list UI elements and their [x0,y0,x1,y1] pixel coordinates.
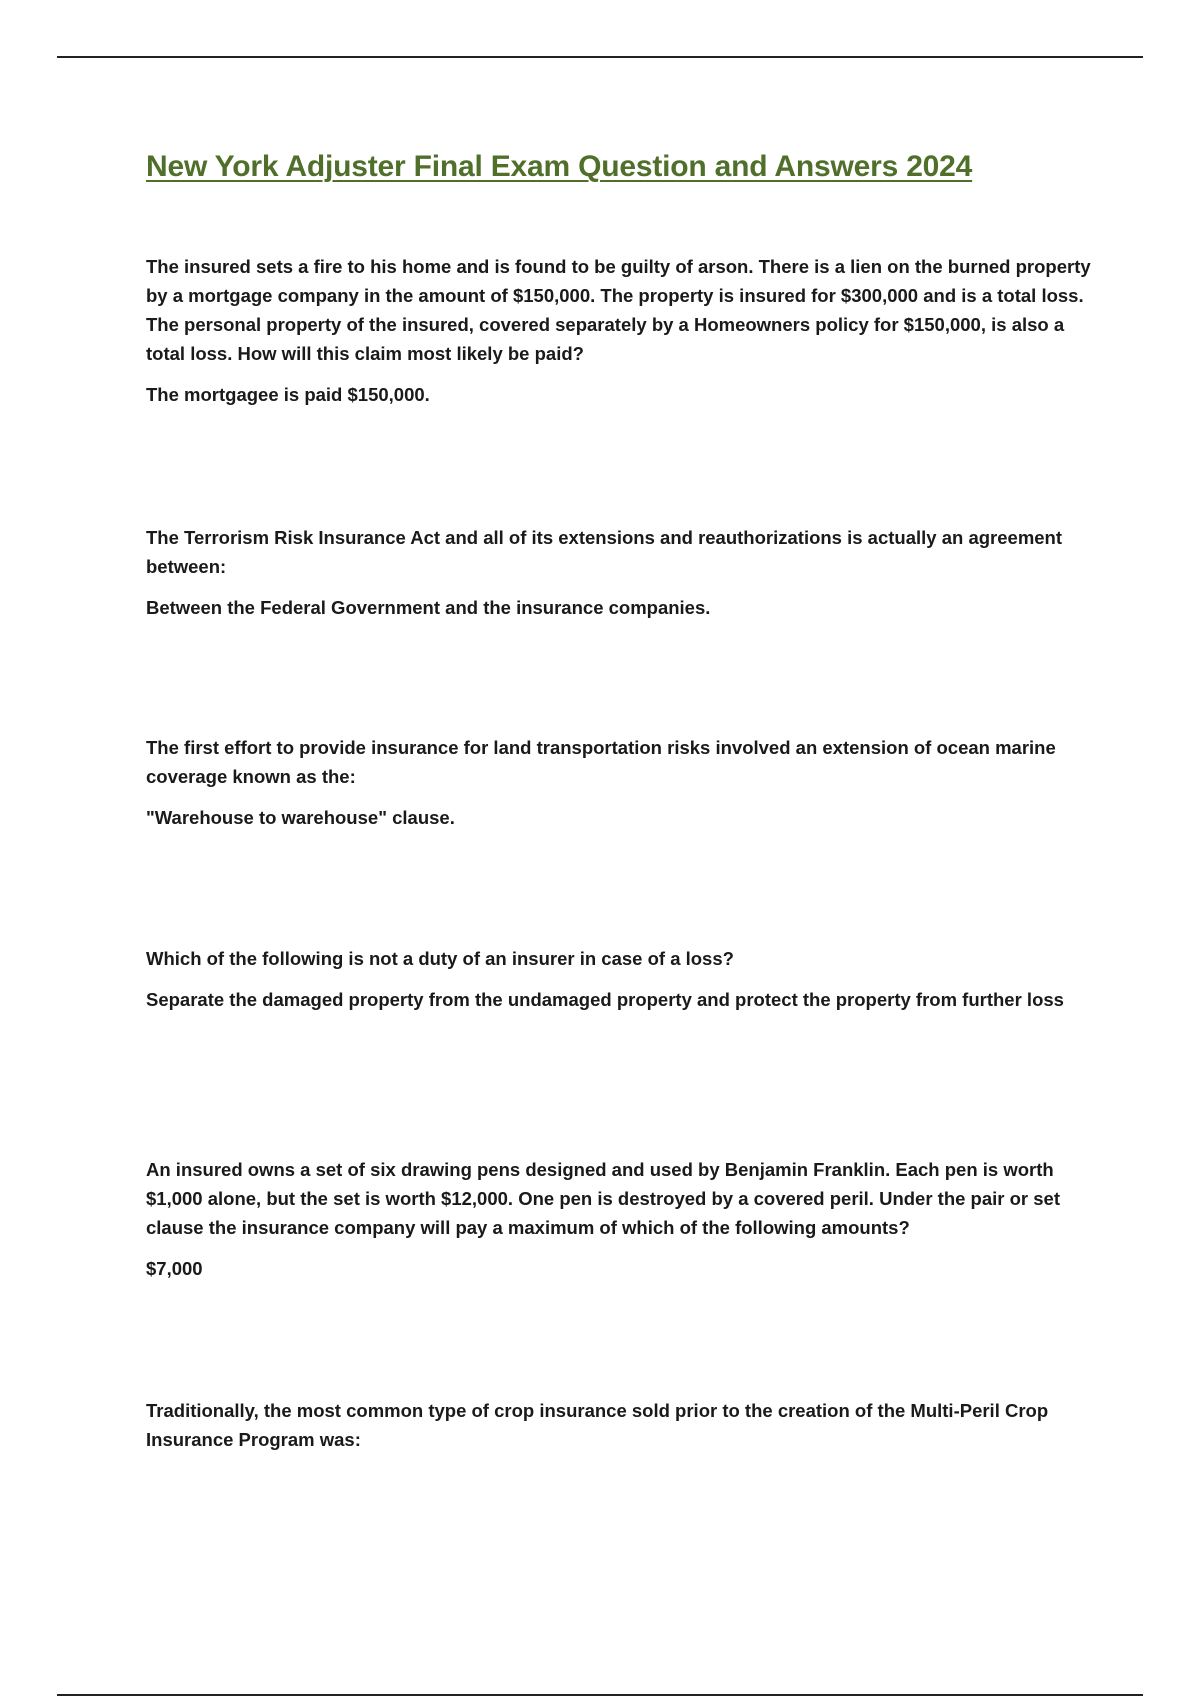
answer-text: Between the Federal Government and the insurance companies. [146,597,711,618]
question-text: An insured owns a set of six drawing pens designed and used by Benjamin Franklin. Each pen is worth $1,000 alone, but the set is worth $12,000. One pen is destroyed by a covered peril. Under the pair or set clause the insurance company will pay a maximum of which of the following amounts? [146,1159,1061,1238]
answer-text: The mortgagee is paid $150,000. [146,384,430,405]
answer-text: Separate the damaged property from the undamaged property and protect the property from further loss [146,989,1064,1010]
question-text: Which of the following is not a duty of an insurer in case of a loss? [146,948,734,969]
qa-item [146,1155,1101,1283]
question-text: The insured sets a fire to his home and is found to be guilty of arson. There is a lien on the burned property by a mortgage company in the amount of $150,000. The property is insured for $300,000 and is a total loss. The personal property of the insured, covered separately by a Homeowners policy for $150,000, is also a total loss. How will this claim most likely be paid? [146,256,1091,364]
qa-item [146,733,1101,832]
page-title: New York Adjuster Final Exam Question and Answers 2024 [146,150,973,183]
question-text: The Terrorism Risk Insurance Act and all of its extensions and reauthorizations is actually an agreement between: [146,527,1063,577]
answer-text: $7,000 [146,1258,203,1279]
answer-text: "Warehouse to warehouse" clause. [146,807,455,828]
top-rule [57,56,1143,58]
question-text: Traditionally, the most common type of crop insurance sold prior to the creation of the Multi-Peril Crop Insurance Program was: [146,1400,1049,1450]
qa-item [146,1396,1101,1454]
qa-item [146,523,1101,622]
question-text: The first effort to provide insurance for land transportation risks involved an extension of ocean marine coverage known as the: [146,737,1056,787]
qa-item [146,252,1101,409]
qa-item [146,944,1101,1014]
bottom-rule [57,1694,1143,1696]
